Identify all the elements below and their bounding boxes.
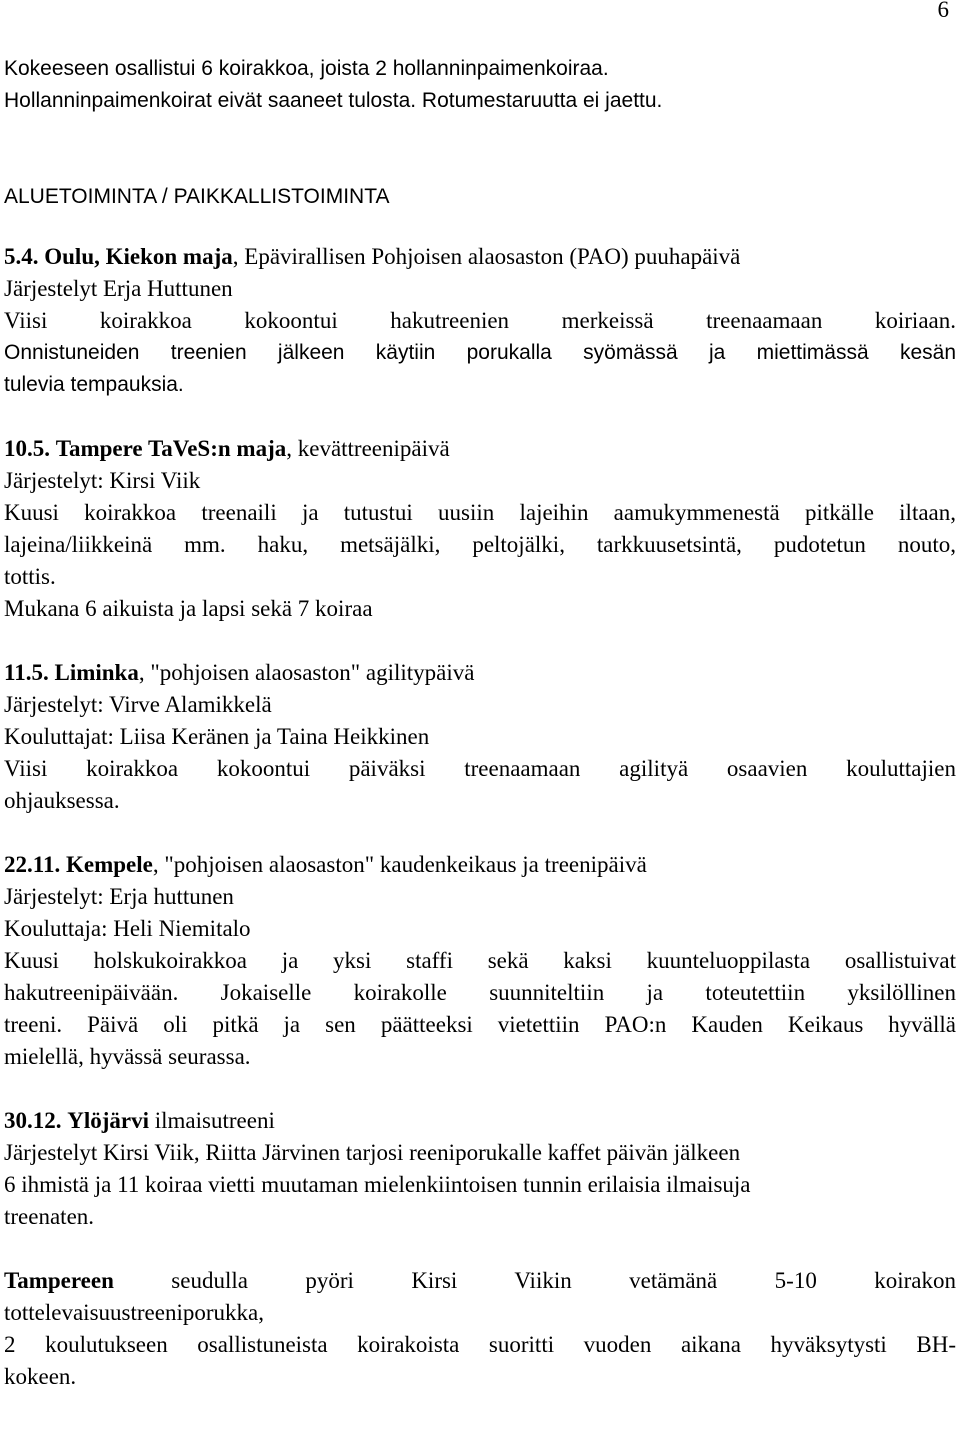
event-title-rest: ilmaisutreeni [149,1108,275,1133]
event-title-rest: , Epävirallisen Pohjoisen alaosaston (PAO) puuhapäivä [232,244,741,269]
event-title [4,657,956,689]
event-trainers: Kouluttajat: Liisa Keränen ja Taina Heikkinen [4,724,430,749]
event-desc-line: Onnistuneiden treenien jälkeen käytiin porukalla syömässä ja miettimässä kesän [4,341,956,364]
event-place: Oulu, Kiekon maja [44,244,233,269]
closing-line-1 [4,1265,956,1297]
event-desc-line: tottis. [4,564,56,589]
event-desc-line: Kuusi holskukoirakkoa ja yksi staffi sekä kaksi kuunteluoppilasta osallistuivat [4,948,956,973]
event-10-5 [4,433,956,625]
event-place: Kempele [65,852,153,877]
event-11-5 [4,657,956,817]
event-desc-line: Viisi koirakkoa kokoontui hakutreenien merkeissä treenaamaan koiriaan. [4,308,956,333]
event-title [4,1105,956,1137]
event-place: Liminka [54,660,139,685]
event-5-4 [4,241,956,401]
event-desc-line: ohjauksessa. [4,788,120,813]
page-number: 6 [937,0,949,22]
event-desc-line: lajeina/liikkeinä mm. haku, metsäjälki, peltojälki, tarkkuusetsintä, pudotetun nouto, [4,532,956,557]
event-trainers: Kouluttaja: Heli Niemitalo [4,916,251,941]
event-title [4,849,956,881]
event-desc-line: tulevia tempauksia. [4,373,184,396]
closing-line-4: kokeen. [4,1364,77,1389]
event-organizer: Järjestelyt: Virve Alamikkelä [4,692,272,717]
closing-paragraph [4,1265,956,1393]
event-place: Ylöjärvi [67,1108,150,1133]
event-organizer: Järjestelyt Erja Huttunen [4,276,233,301]
section-heading: ALUETOIMINTA / PAIKKALLISTOIMINTA [4,185,390,208]
event-organizer: Järjestelyt Kirsi Viik, Riitta Järvinen tarjosi reeniporukalle kaffet päivän jälkeen [4,1140,741,1165]
event-30-12 [4,1105,956,1233]
event-desc-line: Kuusi koirakkoa treenaili ja tutustui uusiin lajeihin aamukymmenestä pitkälle iltaan, [4,500,956,525]
event-desc-line: treeni. Päivä oli pitkä ja sen päätteeksi vietettiin PAO:n Kauden Keikaus hyvällä [4,1012,956,1037]
document-body [4,53,956,1393]
event-desc-line: mielellä, hyvässä seurassa. [4,1044,251,1069]
intro-line-1: Kokeeseen osallistui 6 koirakkoa, joista 2 hollanninpaimenkoiraa. [4,57,609,80]
event-place: Tampere TaVeS:n maja [55,436,287,461]
event-organizer: Järjestelyt: Kirsi Viik [4,468,201,493]
event-organizer: Järjestelyt: Erja huttunen [4,884,234,909]
event-date: 30.12. [4,1108,62,1133]
event-desc-line: Mukana 6 aikuista ja lapsi sekä 7 koiraa [4,596,373,621]
event-title-rest: , "pohjoisen alaosaston" kaudenkeikaus ja treenipäivä [152,852,647,877]
event-date: 11.5. [4,660,49,685]
event-22-11 [4,849,956,1073]
event-desc-line: hakutreenipäivään. Jokaiselle koirakolle suunniteltiin ja toteutettiin yksilöllinen [4,980,956,1005]
event-desc-line: treenaten. [4,1204,95,1229]
closing-bold-word: Tampereen [4,1268,114,1293]
closing-line-1-rest: seudulla pyöri Kirsi Viikin vetämänä 5-10 koirakon [113,1268,956,1293]
intro-line-2: Hollanninpaimenkoirat eivät saaneet tulosta. Rotumestaruutta ei jaettu. [4,89,663,112]
event-date: 10.5. [4,436,50,461]
event-title-rest: , kevättreenipäivä [286,436,450,461]
event-title-rest: , "pohjoisen alaosaston" agilitypäivä [138,660,475,685]
event-title [4,241,956,273]
event-desc-line: 6 ihmistä ja 11 koiraa vietti muutaman mielenkiintoisen tunnin erilaisia ilmaisuja [4,1172,751,1197]
event-date: 22.11. [4,852,61,877]
event-desc-line: Viisi koirakkoa kokoontui päiväksi treenaamaan agilityä osaavien kouluttajien [4,756,956,781]
event-title [4,433,956,465]
event-date: 5.4. [4,244,39,269]
closing-line-2: tottelevaisuustreeniporukka, [4,1300,264,1325]
closing-line-3: 2 koulutukseen osallistuneista koirakoista suoritti vuoden aikana hyväksytysti BH- [4,1332,956,1357]
